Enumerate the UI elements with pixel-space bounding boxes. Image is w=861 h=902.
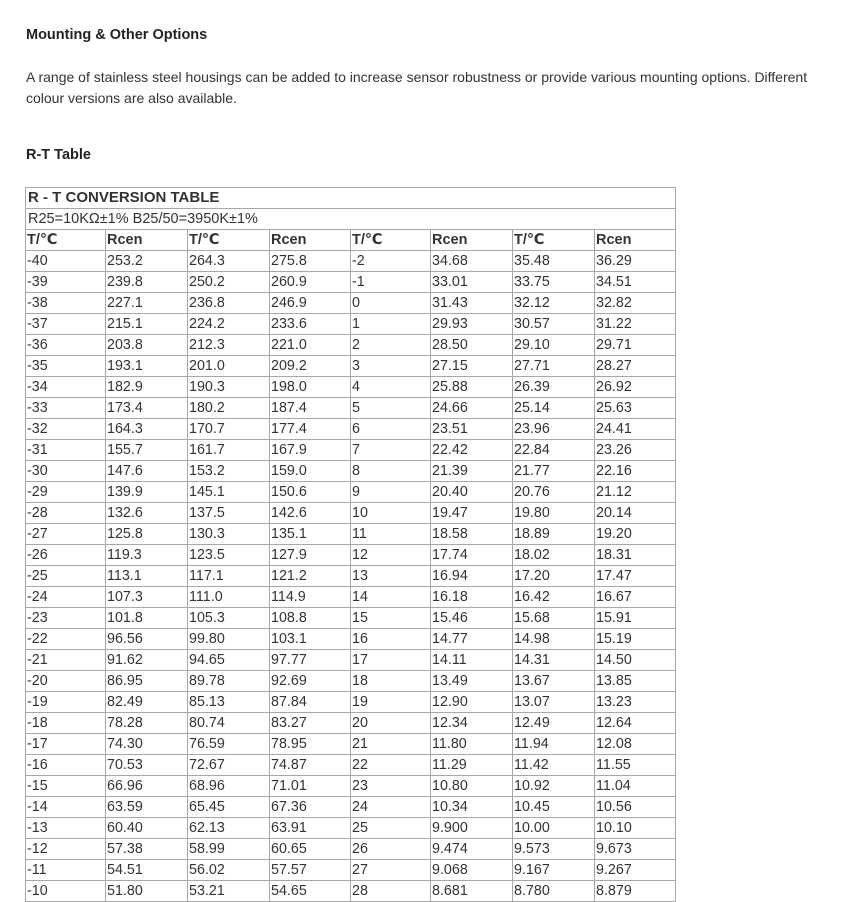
table-cell: 20.40 [431,482,513,503]
table-cell: -40 [26,251,106,272]
table-cell: 70.53 [106,755,188,776]
table-cell: 25 [351,818,431,839]
table-cell: 11.55 [595,755,676,776]
table-cell: -20 [26,671,106,692]
table-cell: 9.167 [513,860,595,881]
table-cell: 63.59 [106,797,188,818]
table-cell: -28 [26,503,106,524]
table-cell: 142.6 [270,503,351,524]
table-cell: 15.68 [513,608,595,629]
table-cell: 34.68 [431,251,513,272]
table-cell: 12.34 [431,713,513,734]
table-cell: 10.10 [595,818,676,839]
column-header-temperature: T/℃ [188,230,270,251]
table-cell: -2 [351,251,431,272]
table-row [26,377,676,398]
table-cell: 180.2 [188,398,270,419]
table-cell: 264.3 [188,251,270,272]
table-cell: 201.0 [188,356,270,377]
table-cell: -31 [26,440,106,461]
table-cell: 78.95 [270,734,351,755]
table-cell: 31.22 [595,314,676,335]
table-row [26,734,676,755]
table-cell: 9.267 [595,860,676,881]
table-cell: 85.13 [188,692,270,713]
table-cell: 153.2 [188,461,270,482]
table-cell: 23.51 [431,419,513,440]
table-cell: 14.50 [595,650,676,671]
table-row [26,272,676,293]
table-header-row [26,230,676,251]
table-cell: 10.56 [595,797,676,818]
table-cell: 117.1 [188,566,270,587]
table-cell: 25.88 [431,377,513,398]
table-row [26,356,676,377]
table-cell: 57.57 [270,860,351,881]
table-cell: 135.1 [270,524,351,545]
table-cell: 25.63 [595,398,676,419]
table-cell: 137.5 [188,503,270,524]
table-cell: 97.77 [270,650,351,671]
table-cell: 114.9 [270,587,351,608]
table-cell: 51.80 [106,881,188,902]
mounting-description: A range of stainless steel housings can be added to increase sensor robustness or provide various mounting options. Different colour versions are also available. [26,69,808,106]
table-cell: 23.26 [595,440,676,461]
table-cell: -35 [26,356,106,377]
table-row [26,419,676,440]
table-cell: -37 [26,314,106,335]
table-cell: 28 [351,881,431,902]
table-cell: 14.31 [513,650,595,671]
table-cell: 221.0 [270,335,351,356]
column-header-resistance: Rcen [595,230,676,251]
table-cell: -36 [26,335,106,356]
table-cell: 15.46 [431,608,513,629]
table-cell: 25.14 [513,398,595,419]
table-cell: -10 [26,881,106,902]
table-cell: 22.42 [431,440,513,461]
table-row [26,545,676,566]
table-cell: -19 [26,692,106,713]
table-cell: 13.49 [431,671,513,692]
table-cell: 13.07 [513,692,595,713]
table-cell: -13 [26,818,106,839]
table-cell: 21.39 [431,461,513,482]
table-cell: 16.67 [595,587,676,608]
table-row [26,797,676,818]
table-cell: 87.84 [270,692,351,713]
table-cell: 161.7 [188,440,270,461]
table-cell: 27 [351,860,431,881]
table-cell: 34.51 [595,272,676,293]
table-cell: -12 [26,839,106,860]
table-cell: 32.82 [595,293,676,314]
table-cell: 105.3 [188,608,270,629]
table-cell: -38 [26,293,106,314]
table-cell: 35.48 [513,251,595,272]
table-cell: 14.77 [431,629,513,650]
table-cell: 16.18 [431,587,513,608]
table-cell: -39 [26,272,106,293]
table-cell: 11.94 [513,734,595,755]
table-cell: 155.7 [106,440,188,461]
table-cell: 130.3 [188,524,270,545]
table-cell: 32.12 [513,293,595,314]
mounting-heading: Mounting & Other Options [26,27,208,43]
table-cell: 83.27 [270,713,351,734]
table-cell: 10.34 [431,797,513,818]
table-cell: 22.16 [595,461,676,482]
table-cell: 11 [351,524,431,545]
rt-conversion-table [25,187,676,902]
table-cell: 54.51 [106,860,188,881]
table-cell: 260.9 [270,272,351,293]
table-row [26,461,676,482]
table-cell: 19.80 [513,503,595,524]
table-cell: -32 [26,419,106,440]
table-cell: 26.92 [595,377,676,398]
table-cell: 76.59 [188,734,270,755]
table-cell: 103.1 [270,629,351,650]
table-cell: 29.71 [595,335,676,356]
table-cell: 27.15 [431,356,513,377]
table-cell: 30.57 [513,314,595,335]
table-cell: 18.89 [513,524,595,545]
table-cell: 13.85 [595,671,676,692]
table-cell: 8.780 [513,881,595,902]
table-cell: 33.75 [513,272,595,293]
table-cell: 246.9 [270,293,351,314]
column-header-temperature: T/℃ [26,230,106,251]
table-row [26,650,676,671]
table-cell: 24.66 [431,398,513,419]
table-row [26,608,676,629]
table-cell: 80.74 [188,713,270,734]
table-row [26,566,676,587]
table-cell: 94.65 [188,650,270,671]
table-cell: 62.13 [188,818,270,839]
table-cell: 125.8 [106,524,188,545]
table-cell: 22 [351,755,431,776]
table-cell: 173.4 [106,398,188,419]
table-cell: 239.8 [106,272,188,293]
table-cell: 28.27 [595,356,676,377]
table-cell: 15 [351,608,431,629]
table-cell: 19 [351,692,431,713]
table-cell: 92.69 [270,671,351,692]
table-cell: 107.3 [106,587,188,608]
table-cell: 6 [351,419,431,440]
table-cell: 14.98 [513,629,595,650]
table-cell: 145.1 [188,482,270,503]
table-cell: 215.1 [106,314,188,335]
rt-table-heading: R-T Table [26,147,91,163]
table-row [26,629,676,650]
table-cell: 31.43 [431,293,513,314]
table-cell: 22.84 [513,440,595,461]
table-row [26,839,676,860]
table-cell: 14.11 [431,650,513,671]
table-cell: 121.2 [270,566,351,587]
table-cell: 190.3 [188,377,270,398]
table-cell: -24 [26,587,106,608]
table-cell: 23.96 [513,419,595,440]
table-cell: 96.56 [106,629,188,650]
table-row [26,335,676,356]
table-cell: 275.8 [270,251,351,272]
column-header-resistance: Rcen [431,230,513,251]
table-cell: 63.91 [270,818,351,839]
table-cell: 159.0 [270,461,351,482]
table-cell: -17 [26,734,106,755]
table-cell: 68.96 [188,776,270,797]
table-cell: 10.80 [431,776,513,797]
table-cell: 187.4 [270,398,351,419]
table-cell: 11.80 [431,734,513,755]
table-cell: 21.12 [595,482,676,503]
table-cell: 27.71 [513,356,595,377]
table-cell: 212.3 [188,335,270,356]
table-row [26,692,676,713]
table-cell: -30 [26,461,106,482]
table-row [26,251,676,272]
table-cell: 18.02 [513,545,595,566]
table-cell: 132.6 [106,503,188,524]
table-cell: 108.8 [270,608,351,629]
table-cell: -34 [26,377,106,398]
table-cell: 33.01 [431,272,513,293]
table-cell: 123.5 [188,545,270,566]
table-cell: 8.879 [595,881,676,902]
table-cell: 78.28 [106,713,188,734]
table-body [26,251,676,902]
table-cell: 17.74 [431,545,513,566]
table-cell: 65.45 [188,797,270,818]
table-cell: 24 [351,797,431,818]
table-cell: 10 [351,503,431,524]
table-row [26,713,676,734]
table-cell: 60.65 [270,839,351,860]
table-cell: 164.3 [106,419,188,440]
table-cell: 3 [351,356,431,377]
table-row [26,818,676,839]
table-cell: 233.6 [270,314,351,335]
table-cell: 58.99 [188,839,270,860]
table-row [26,671,676,692]
table-cell: 28.50 [431,335,513,356]
table-cell: 18 [351,671,431,692]
table-cell: -29 [26,482,106,503]
table-cell: 71.01 [270,776,351,797]
table-cell: 74.30 [106,734,188,755]
table-cell: 17 [351,650,431,671]
table-cell: 182.9 [106,377,188,398]
table-cell: 57.38 [106,839,188,860]
table-cell: 67.36 [270,797,351,818]
table-cell: 19.47 [431,503,513,524]
table-cell: -27 [26,524,106,545]
table-cell: 13.67 [513,671,595,692]
table-cell: 119.3 [106,545,188,566]
table-cell: 12.90 [431,692,513,713]
table-cell: 227.1 [106,293,188,314]
table-cell: 10.92 [513,776,595,797]
table-cell: 53.21 [188,881,270,902]
table-cell: 16.42 [513,587,595,608]
table-cell: 29.10 [513,335,595,356]
column-header-temperature: T/℃ [513,230,595,251]
table-cell: -22 [26,629,106,650]
table-cell: 111.0 [188,587,270,608]
table-cell: 86.95 [106,671,188,692]
table-cell: 127.9 [270,545,351,566]
table-cell: 26.39 [513,377,595,398]
table-cell: 170.7 [188,419,270,440]
table-row [26,314,676,335]
table-cell: 17.47 [595,566,676,587]
table-cell: 203.8 [106,335,188,356]
table-row [26,755,676,776]
table-cell: 9.068 [431,860,513,881]
table-cell: -16 [26,755,106,776]
table-cell: 16 [351,629,431,650]
table-cell: 20.14 [595,503,676,524]
table-cell: 7 [351,440,431,461]
column-header-resistance: Rcen [106,230,188,251]
table-cell: 198.0 [270,377,351,398]
table-cell: 9.474 [431,839,513,860]
table-row [26,587,676,608]
table-cell: 193.1 [106,356,188,377]
table-cell: 99.80 [188,629,270,650]
table-cell: -23 [26,608,106,629]
table-cell: 5 [351,398,431,419]
table-cell: 0 [351,293,431,314]
table-cell: 139.9 [106,482,188,503]
table-cell: 91.62 [106,650,188,671]
table-cell: -33 [26,398,106,419]
table-cell: 82.49 [106,692,188,713]
table-cell: 12.64 [595,713,676,734]
table-row [26,524,676,545]
table-cell: 60.40 [106,818,188,839]
table-cell: 56.02 [188,860,270,881]
table-row [26,440,676,461]
table-cell: 89.78 [188,671,270,692]
table-cell: 224.2 [188,314,270,335]
table-cell: 17.20 [513,566,595,587]
table-cell: 10.00 [513,818,595,839]
table-cell: 253.2 [106,251,188,272]
table-cell: 20.76 [513,482,595,503]
table-cell: 20 [351,713,431,734]
table-cell: -25 [26,566,106,587]
table-cell: 9.900 [431,818,513,839]
table-cell: 12.08 [595,734,676,755]
table-cell: -18 [26,713,106,734]
table-cell: 209.2 [270,356,351,377]
table-cell: 2 [351,335,431,356]
table-row [26,503,676,524]
table-cell: 150.6 [270,482,351,503]
table-cell: 21 [351,734,431,755]
table-cell: 13.23 [595,692,676,713]
table-cell: 16.94 [431,566,513,587]
table-cell: 54.65 [270,881,351,902]
table-cell: 8 [351,461,431,482]
table-cell: 12.49 [513,713,595,734]
column-header-resistance: Rcen [270,230,351,251]
table-cell: 101.8 [106,608,188,629]
table-cell: 21.77 [513,461,595,482]
table-cell: 15.91 [595,608,676,629]
table-cell: 74.87 [270,755,351,776]
table-cell: 24.41 [595,419,676,440]
table-cell: 177.4 [270,419,351,440]
table-cell: 11.04 [595,776,676,797]
table-cell: 147.6 [106,461,188,482]
column-header-temperature: T/℃ [351,230,431,251]
table-cell: 1 [351,314,431,335]
table-row [26,881,676,902]
table-cell: 66.96 [106,776,188,797]
table-cell: -26 [26,545,106,566]
table-row [26,398,676,419]
table-cell: 29.93 [431,314,513,335]
table-cell: -1 [351,272,431,293]
table-cell: 8.681 [431,881,513,902]
table-cell: 9.573 [513,839,595,860]
table-row [26,482,676,503]
table-cell: -14 [26,797,106,818]
table-cell: -15 [26,776,106,797]
table-cell: 72.67 [188,755,270,776]
table-cell: 14 [351,587,431,608]
table-cell: 19.20 [595,524,676,545]
table-cell: 9 [351,482,431,503]
table-cell: 12 [351,545,431,566]
table-cell: 13 [351,566,431,587]
table-title: R - T CONVERSION TABLE [26,188,676,209]
table-cell: 113.1 [106,566,188,587]
table-cell: 23 [351,776,431,797]
table-cell: 26 [351,839,431,860]
table-cell: 15.19 [595,629,676,650]
table-cell: -11 [26,860,106,881]
table-row [26,776,676,797]
table-row [26,860,676,881]
table-spec: R25=10KΩ±1% B25/50=3950K±1% [26,209,676,230]
table-cell: 18.58 [431,524,513,545]
table-row [26,293,676,314]
table-cell: 18.31 [595,545,676,566]
table-cell: 250.2 [188,272,270,293]
table-cell: 11.42 [513,755,595,776]
table-cell: 11.29 [431,755,513,776]
table-cell: 167.9 [270,440,351,461]
table-cell: 36.29 [595,251,676,272]
table-cell: 9.673 [595,839,676,860]
table-cell: -21 [26,650,106,671]
table-cell: 4 [351,377,431,398]
table-cell: 10.45 [513,797,595,818]
table-cell: 236.8 [188,293,270,314]
